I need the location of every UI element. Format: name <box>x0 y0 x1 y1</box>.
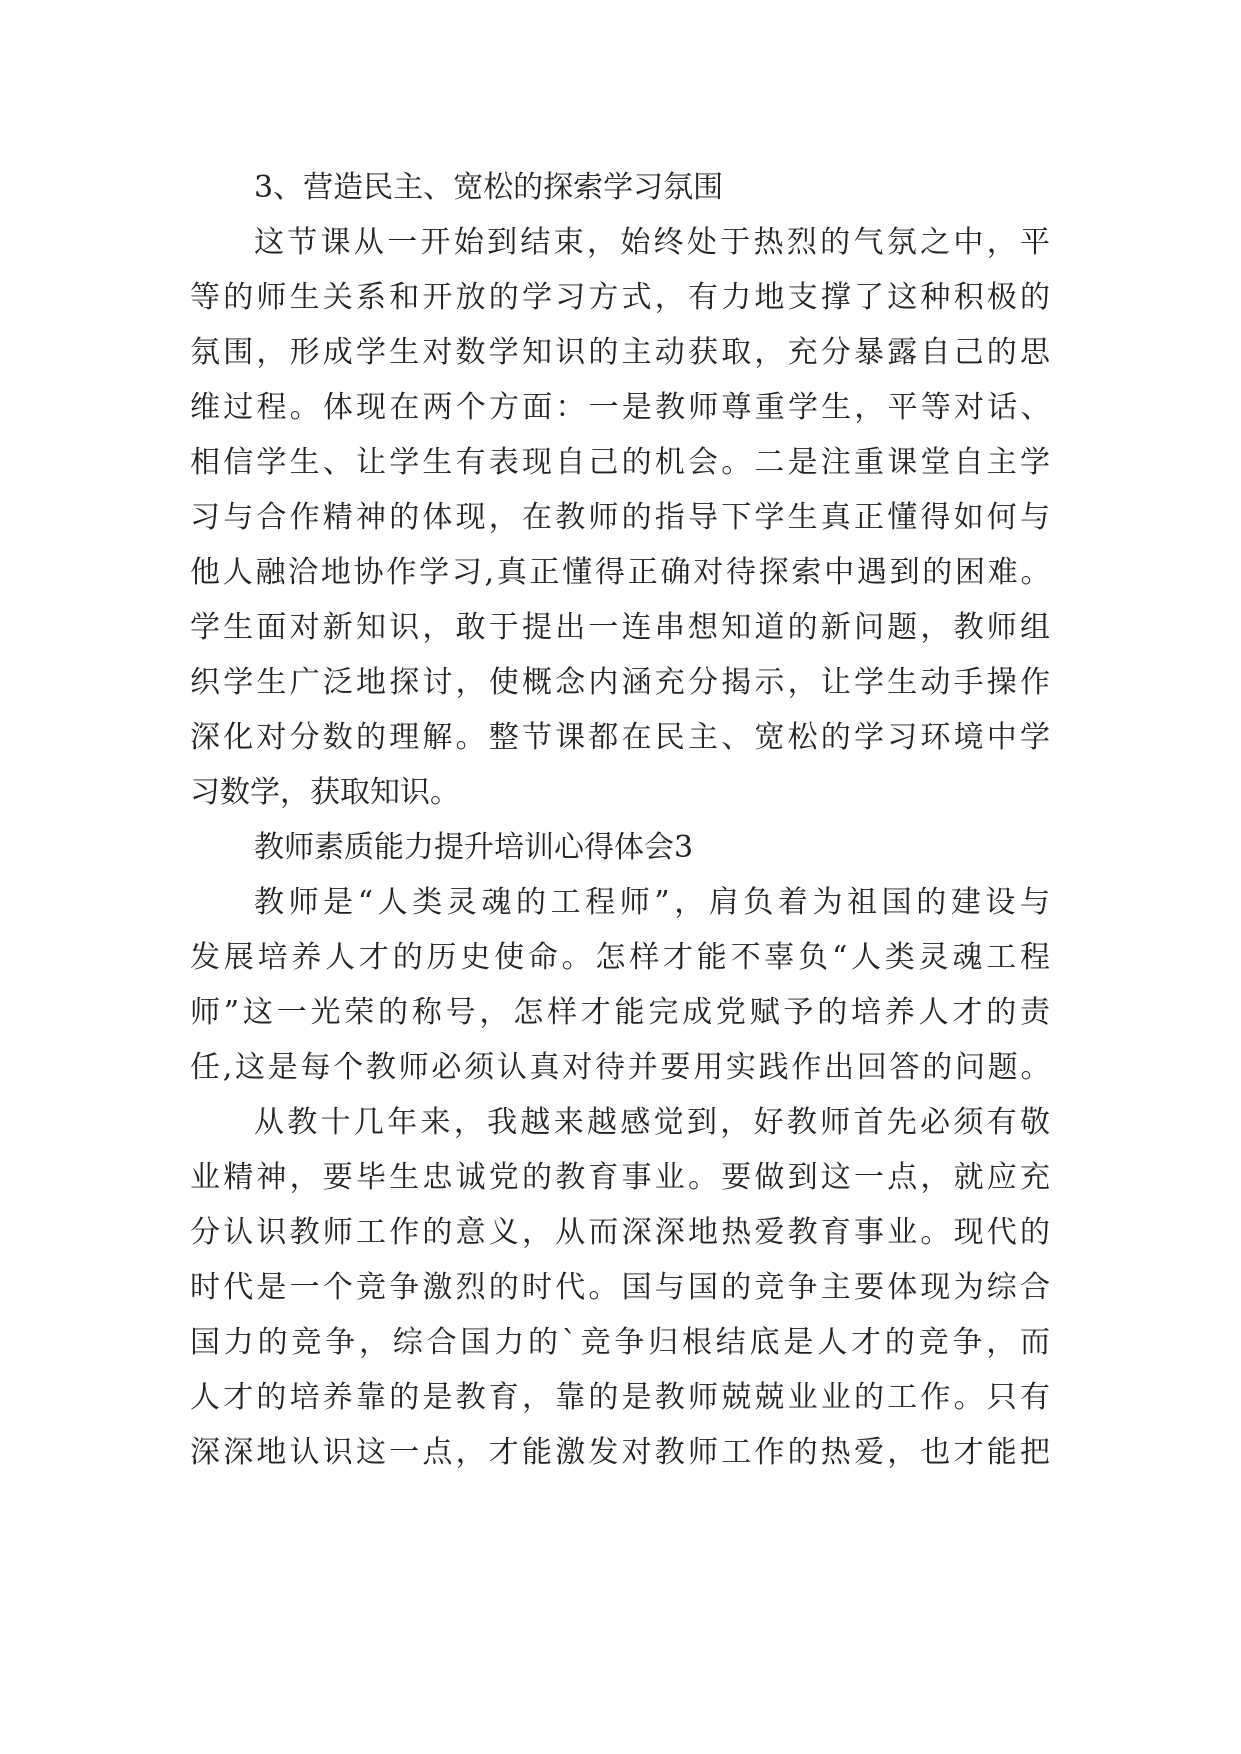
paragraph-line: 时代是一个竞争激烈的时代。国与国的竞争主要体现为综合 <box>190 1270 1050 1305</box>
paragraph-line: 业精神，要毕生忠诚党的教育事业。要做到这一点，就应充 <box>190 1160 1050 1195</box>
paragraph-line: 他人融洽地协作学习,真正懂得正确对待探索中遇到的困难。 <box>190 555 1050 590</box>
paragraph-line: 这节课从一开始到结束，始终处于热烈的气氛之中，平 <box>254 225 1050 260</box>
section-heading: 3、营造民主、宽松的探索学习氛围 <box>254 170 724 205</box>
paragraph-line: 氛围，形成学生对数学知识的主动获取，充分暴露自己的思 <box>190 335 1050 370</box>
paragraph-line: 人才的培养靠的是教育，靠的是教师兢兢业业的工作。只有 <box>190 1380 1050 1415</box>
paragraph-line: 师”这一光荣的称号，怎样才能完成党赋予的培养人才的责 <box>190 995 1050 1030</box>
paragraph-line: 习与合作精神的体现，在教师的指导下学生真正懂得如何与 <box>190 500 1050 535</box>
paragraph-line: 深化对分数的理解。整节课都在民主、宽松的学习环境中学 <box>190 720 1050 755</box>
paragraph-line: 国力的竞争，综合国力的`竞争归根结底是人才的竞争，而 <box>190 1325 1050 1360</box>
paragraph-line: 任,这是每个教师必须认真对待并要用实践作出回答的问题。 <box>190 1050 1050 1085</box>
paragraph-line: 发展培养人才的历史使命。怎样才能不辜负“人类灵魂工程 <box>190 940 1050 975</box>
paragraph-line: 分认识教师工作的意义，从而深深地热爱教育事业。现代的 <box>190 1215 1050 1250</box>
paragraph-line: 学生面对新知识，敢于提出一连串想知道的新问题，教师组 <box>190 610 1050 645</box>
paragraph-line: 深深地认识这一点，才能激发对教师工作的热爱，也才能把 <box>190 1435 1050 1470</box>
paragraph-line: 等的师生关系和开放的学习方式，有力地支撑了这种积极的 <box>190 280 1050 315</box>
article-title: 教师素质能力提升培训心得体会3 <box>254 830 694 865</box>
paragraph-line: 织学生广泛地探讨，使概念内涵充分揭示，让学生动手操作 <box>190 665 1050 700</box>
paragraph-line: 教师是“人类灵魂的工程师”，肩负着为祖国的建设与 <box>254 885 1050 920</box>
paragraph-line: 维过程。体现在两个方面：一是教师尊重学生，平等对话、 <box>190 390 1050 425</box>
paragraph-line: 习数学，获取知识。 <box>190 775 460 810</box>
paragraph-line: 相信学生、让学生有表现自己的机会。二是注重课堂自主学 <box>190 445 1050 480</box>
paragraph-line: 从教十几年来，我越来越感觉到，好教师首先必须有敬 <box>254 1105 1050 1140</box>
document-body <box>190 160 1050 1480</box>
